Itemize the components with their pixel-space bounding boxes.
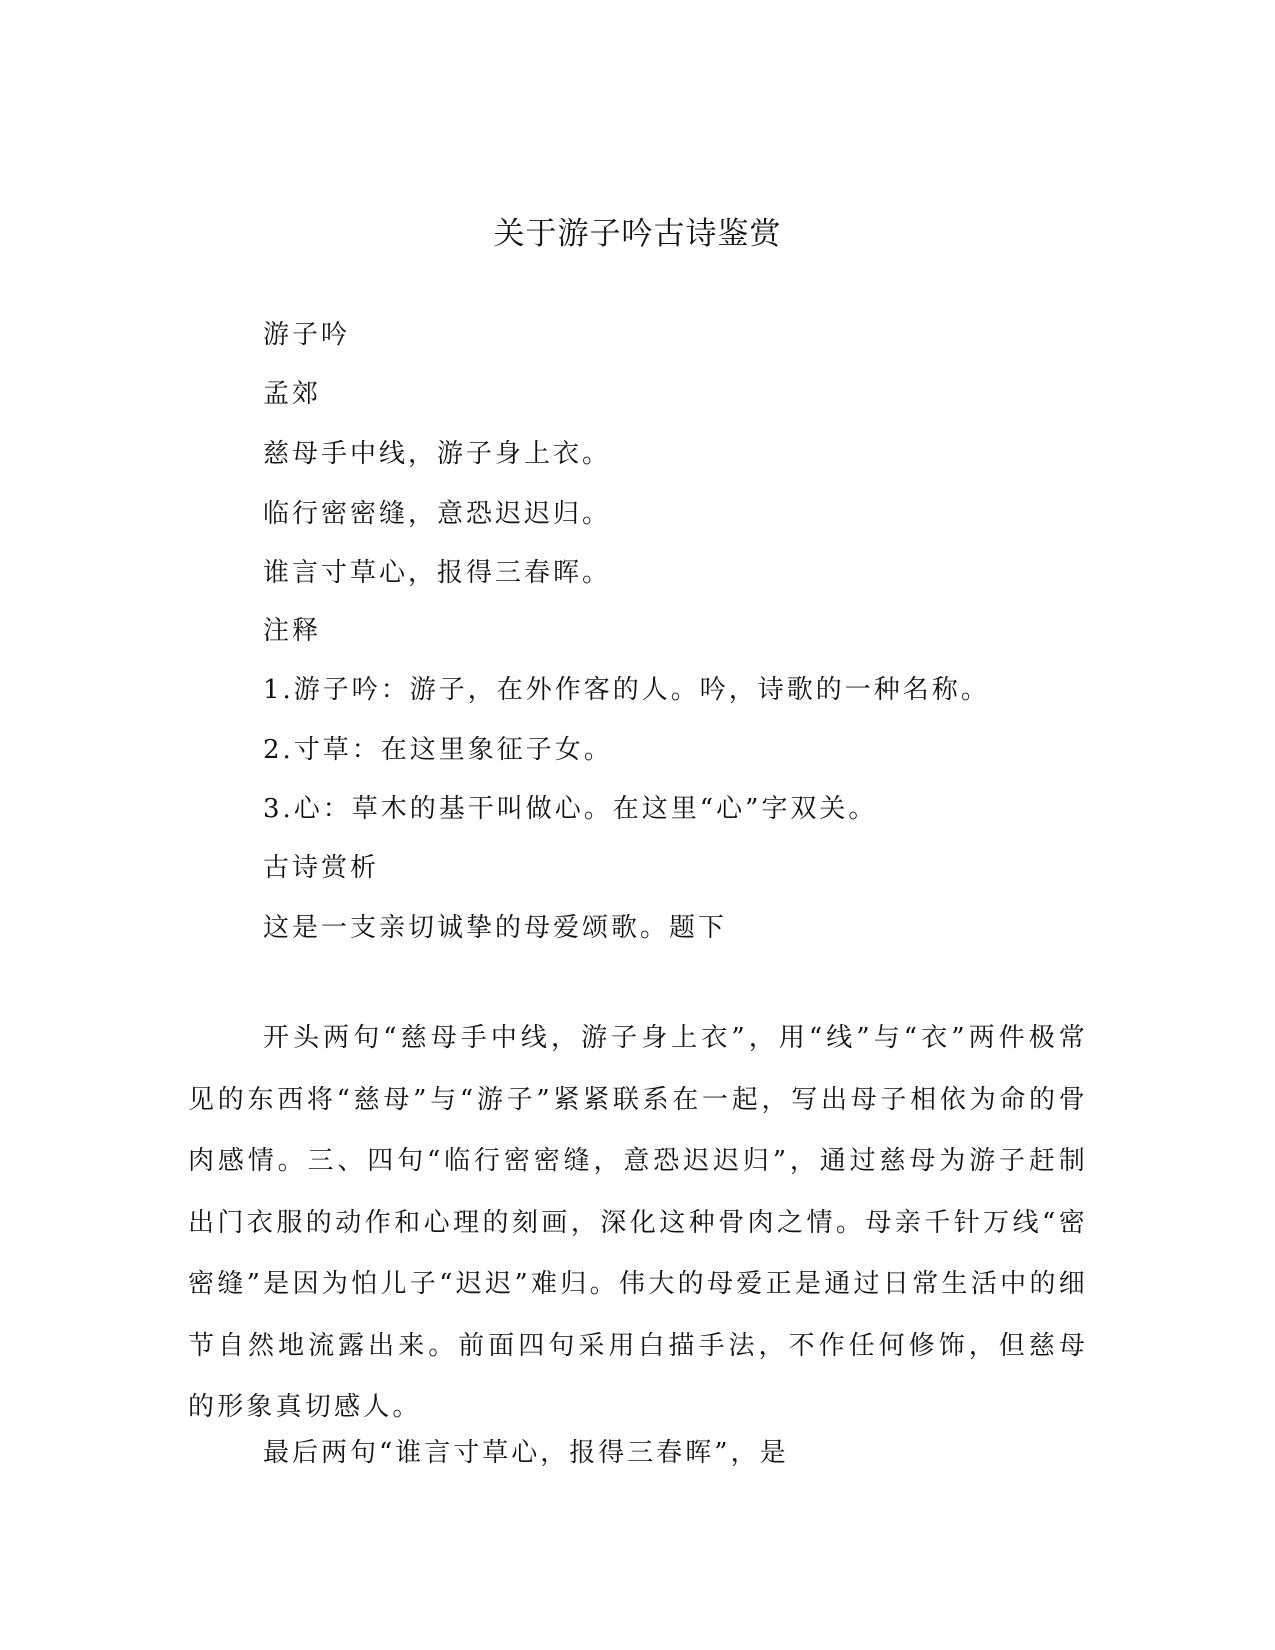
analysis-paragraph: 开头两句“慈母手中线，游子身上衣”，用“线”与“衣”两件极常见的东西将“慈母”与“游子”紧紧联系在一起，写出母子相依为命的骨肉感情。三、四句“临行密密缝，意恐迟迟归”，通过慈母为游子赶制出门衣服的动作和心理的刻画，深化这种骨肉之情。母亲千针万线“密密缝”是因为怕儿子“迟迟”难归。伟大的母爱正是通过日常生活中的细节自然地流露出来。前面四句采用白描手法，不作任何修饰，但慈母的形象真切感人。 — [188, 1023, 1088, 1422]
poem-author: 孟郊 — [263, 379, 322, 409]
note-2: 2.寸草：在这里象征子女。 — [263, 735, 613, 765]
poem-line-3: 谁言寸草心，报得三春晖。 — [263, 558, 612, 588]
analysis-heading: 古诗赏析 — [263, 853, 380, 883]
notes-heading: 注释 — [263, 616, 322, 646]
poem-line-2: 临行密密缝，意恐迟迟归。 — [263, 499, 612, 529]
final-line: 最后两句“谁言寸草心，报得三春晖”，是 — [263, 1438, 789, 1468]
document-title: 关于游子吟古诗鉴赏 — [493, 216, 782, 252]
note-1: 1.游子吟：游子，在外作客的人。吟，诗歌的一种名称。 — [263, 675, 990, 705]
analysis-intro: 这是一支亲切诚挚的母爱颂歌。题下 — [263, 913, 728, 943]
poem-line-1: 慈母手中线，游子身上衣。 — [263, 439, 612, 469]
note-3: 3.心：草木的基干叫做心。在这里“心”字双关。 — [263, 794, 878, 824]
poem-title: 游子吟 — [263, 320, 351, 350]
